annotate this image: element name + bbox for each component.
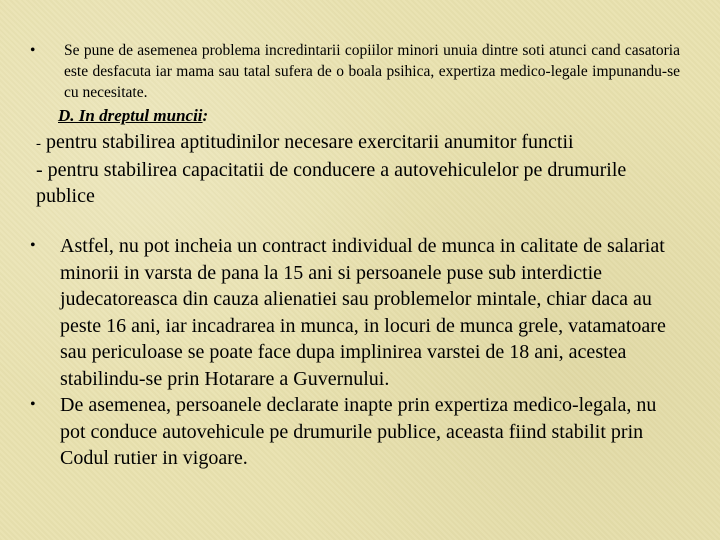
intro-bullet — [30, 40, 680, 103]
dash-list-item-text: pentru stabilirea aptitudinilor necesare exercitarii anumitor functii — [41, 131, 574, 153]
dash-list-item — [36, 129, 676, 157]
bullet-item-text: De asemenea, persoanele declarate inapte prin expertiza medico-legala, nu pot conduce autovehicule pe drumurile publice, aceasta fiind stabilit prin Codul rutier in vigoare. — [60, 394, 657, 469]
dash-list-item-text: pentru stabilirea capacitatii de conducere a autovehiculelor pe drumurile publice — [36, 159, 627, 207]
bullet-marker: • — [30, 42, 36, 59]
bullet-marker: • — [30, 237, 36, 254]
section-heading — [58, 106, 208, 126]
section-heading-colon: : — [202, 106, 209, 125]
bullet-item-text: Astfel, nu pot incheia un contract individual de munca in calitate de salariat minorii in varsta de pana la 15 ani si persoanele puse sub interdictie judecatoreasca din cauza alienatiei sau problemelor mintale, chiar daca au peste 16 ani, iar incadrarea in munca, in locuri de munca grele, vatamatoare sau periculoase se poate face dupa implinirea varstei de 18 ani, acestea stabilindu-se prin Hotarare a Guvernului. — [60, 235, 666, 390]
intro-bullet-text: Se pune de asemenea problema incredintarii copiilor minori unuia dintre soti atunci cand casatoria este desfacuta iar mama sau tatal sufera de o boala psihica, expertiza medico-legale impunandu-se cu necesitate. — [64, 42, 680, 101]
bullet-item — [30, 233, 680, 392]
section-heading-text: D. In dreptul muncii — [58, 106, 203, 125]
dash-list-item — [36, 157, 676, 209]
bullet-marker: • — [30, 396, 36, 413]
bullet-item — [30, 392, 680, 472]
dash-marker: - — [36, 136, 41, 152]
main-bullet-list — [30, 233, 680, 472]
dash-list — [36, 129, 676, 209]
dash-marker: - — [36, 159, 43, 181]
